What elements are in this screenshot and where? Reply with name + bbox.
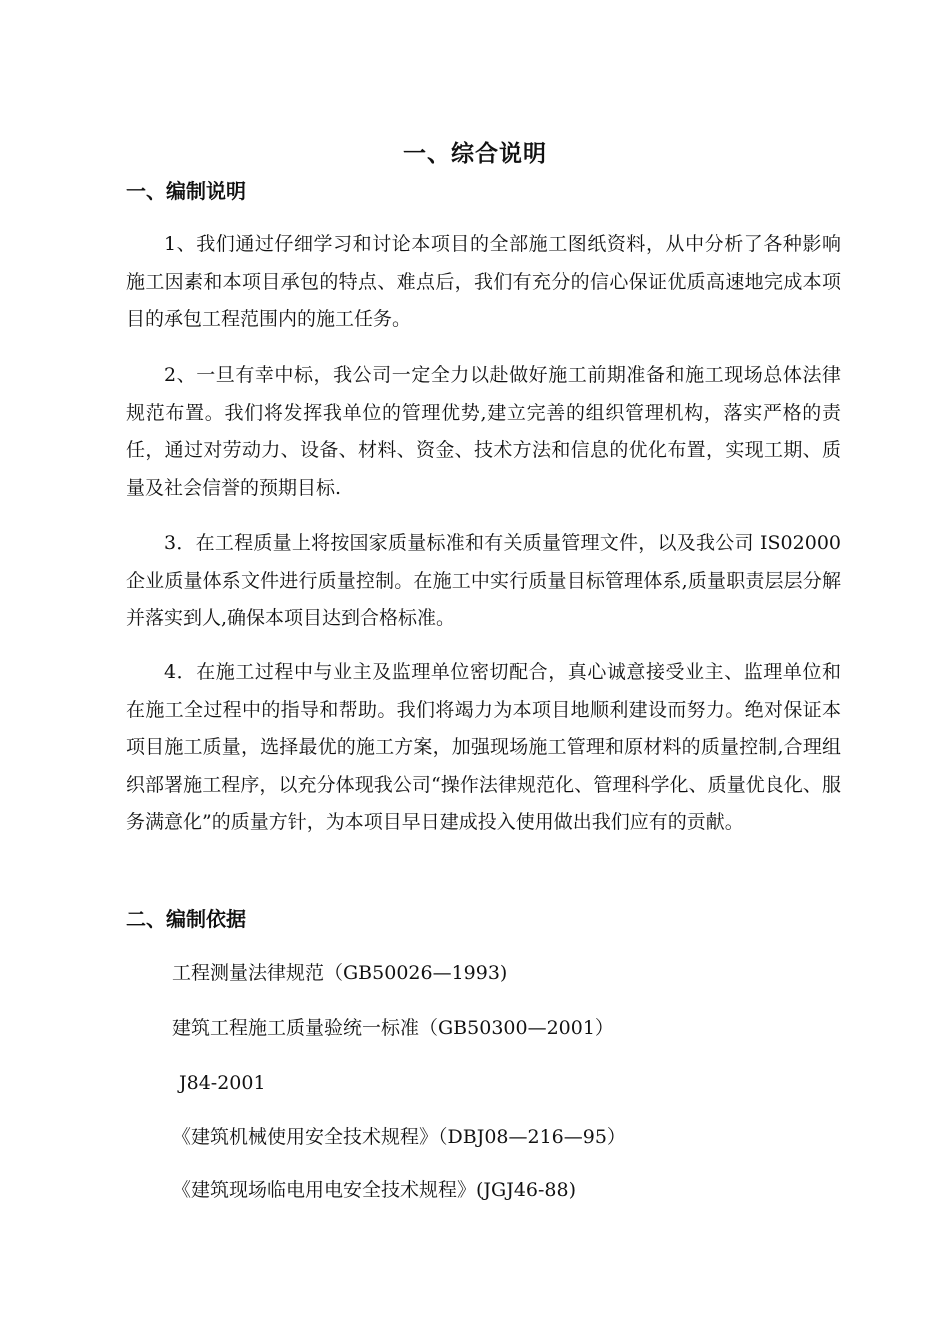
paragraph-2: 2、一旦有幸中标，我公司一定全力以赴做好施工前期准备和施工现场总体法律规范布置。我们将发挥我单位的管理优势,建立完善的组织管理机构，落实严格的责任，通过对劳动力、设备、材料、资金、技术方法和信息的优化布置，实现工期、质量及社会信誉的预期目标.: [126, 364, 841, 499]
paragraph-4: 4．在施工过程中与业主及监理单位密切配合，真心诚意接受业主、监理单位和在施工全过程中的指导和帮助。我们将竭力为本项目地顺利建设而努力。绝对保证本项目施工质量，选择最优的施工方案，加强现场施工管理和原材料的质量控制,合理组织部署施工程序，以充分体现我公司“操作法律规范化、管理科学化、质量优良化、服务满意化”的质量方针，为本项目早日建成投入使用做出我们应有的贡献。: [126, 661, 841, 833]
reference-item: J84-2001: [179, 1072, 266, 1094]
reference-item: 《建筑机械使用安全技术规程》（DBJ08—216—95）: [172, 1126, 626, 1148]
paragraph-1: 1、我们通过仔细学习和讨论本项目的全部施工图纸资料，从中分析了各种影响施工因素和本项目承包的特点、难点后，我们有充分的信心保证优质高速地完成本项目的承包工程范围内的施工任务。: [126, 233, 841, 330]
paragraph-3: 3．在工程质量上将按国家质量标准和有关质量管理文件，以及我公司 IS02000 企业质量体系文件进行质量控制。在施工中实行质量目标管理体系,质量职责层层分解并落实到人,确保本项目达到合格标准。: [126, 532, 841, 629]
reference-item: 《建筑现场临电用电安全技术规程》(JGJ46-88): [172, 1179, 577, 1201]
section-heading-compilation-notes: 一、编制说明: [126, 179, 246, 203]
document-title: 一、综合说明: [403, 141, 547, 167]
section-heading-compilation-basis: 二、编制依据: [126, 907, 246, 931]
reference-item: 工程测量法律规范（GB50026—1993): [172, 962, 508, 984]
reference-item: 建筑工程施工质量验统一标准（GB50300—2001）: [172, 1017, 614, 1039]
